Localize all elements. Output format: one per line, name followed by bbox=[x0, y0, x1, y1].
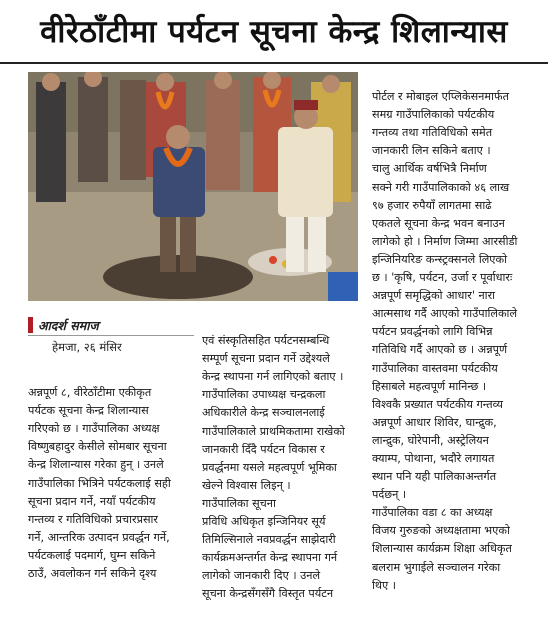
article-column-3 bbox=[372, 70, 538, 613]
news-photo bbox=[28, 72, 358, 301]
headline: वीरेठाँटीमा पर्यटन सूचना केन्द्र शिलान्यास bbox=[40, 14, 508, 50]
byline bbox=[28, 316, 194, 334]
byline-name: आदर्श समाज bbox=[38, 317, 99, 333]
headline-rule bbox=[0, 62, 548, 64]
byline-underline bbox=[28, 335, 194, 336]
byline-accent-bar bbox=[28, 317, 33, 333]
column-3-text: पोर्टल र मोबाइल एप्लिकेसनमार्फत समग्र गाउँपालिकाको पर्यटकीय गन्तव्य तथा गतिविधिको समेत जानकारी लिन सकिने बताए । चालु आर्थिक वर्षभित्रै निर्माण सक्ने गरी गाउँपालिकाको ४६ लाख ९७ हजार रुपैयाँ लागतमा साढे एकतले सूचना केन्द्र भवन बनाउन लागेको हो । निर्माण जिम्मा आरसीडी इन्जिनियरिङ कन्स्ट्रक्सनले लिएको छ । 'कृषि, पर्यटन, उर्जा र पूर्वाधारः अन्नपूर्ण समृद्धिको आधार' नारा आत्मसाथ गर्दै आएको गाउँपालिकाले पर्यटन प्रवर्द्धनको लागि विभिन्न गतिविधि गर्दै आएको छ । अन्नपूर्ण गाउँपालिका वास्तवमा पर्यटकीय हिसाबले महत्वपूर्ण मानिन्छ । विश्वकै प्रख्यात पर्यटकीय गन्तव्य अन्नपूर्ण आधार शिविर, घान्द्रुक, लान्द्रुक, घोरेपानी, अस्ट्रेलियन क्याम्प, पोथाना, भदौरे लगायत स्थान पनि यही पालिकाअन्तर्गत पर्दछन् । गाउँपालिका वडा ८ का अध्यक्ष विजय गुरुङको अध्यक्षतामा भएको शिलान्यास कार्यक्रम शिक्षा अधिकृत बलराम भुगाईले सञ्चालन गरेका थिए । bbox=[372, 90, 518, 592]
article-column-1 bbox=[28, 366, 194, 601]
dateline: हेमजा, २६ मंसिर bbox=[52, 340, 122, 354]
column-1-text: अन्नपूर्ण ८, वीरेठाँटीमा एकीकृत पर्यटक सूचना केन्द्र शिलान्यास गरिएको छ । गाउँपालिका अध्यक्ष विष्णुबहादुर केसीले सोमबार सूचना केन्द्र शिलान्यास गरेका हुन् । उनले गाउँपालिका भित्रिने पर्यटकलाई सही सूचना प्रदान गर्ने, नयाँ पर्यटकीय गन्तव्य र गतिविधिको प्रचारप्रसार गर्ने, आन्तरिक उत्पादन प्रवर्द्धन गर्ने, पर्यटकलाई पदमार्ग, घुम्न सकिने ठाउँ, अवलोकन गर्न सकिने दृश्य bbox=[28, 386, 171, 581]
article-column-2 bbox=[202, 314, 362, 622]
column-2-text: एवं संस्कृतिसहित पर्यटनसम्बन्धि सम्पूर्ण सूचना प्रदान गर्ने उद्देश्यले केन्द्र स्थापना गर्न लागिएको बताए । गाउँपालिका उपाध्यक्ष चन्द्रकला अधिकारीले केन्द्र सञ्चालनलाई गाउँपालिकाले प्राथमिकतामा राखेको जानकारी दिँदै पर्यटन विकास र प्रवर्द्धनमा यसले महत्वपूर्ण भूमिका खेल्ने विश्वास लिइन् । गाउँपालिका सूचना प्रविधि अधिकृत इन्जिनियर सूर्य तिमिल्सिनाले नवप्रवर्द्धन साझेदारी कार्यक्रमअन्तर्गत केन्द्र स्थापना गर्न लागेको जानकारी दिए । उनले सूचना केन्द्रसँगसँगै विस्तृत पर्यटन bbox=[202, 334, 345, 601]
